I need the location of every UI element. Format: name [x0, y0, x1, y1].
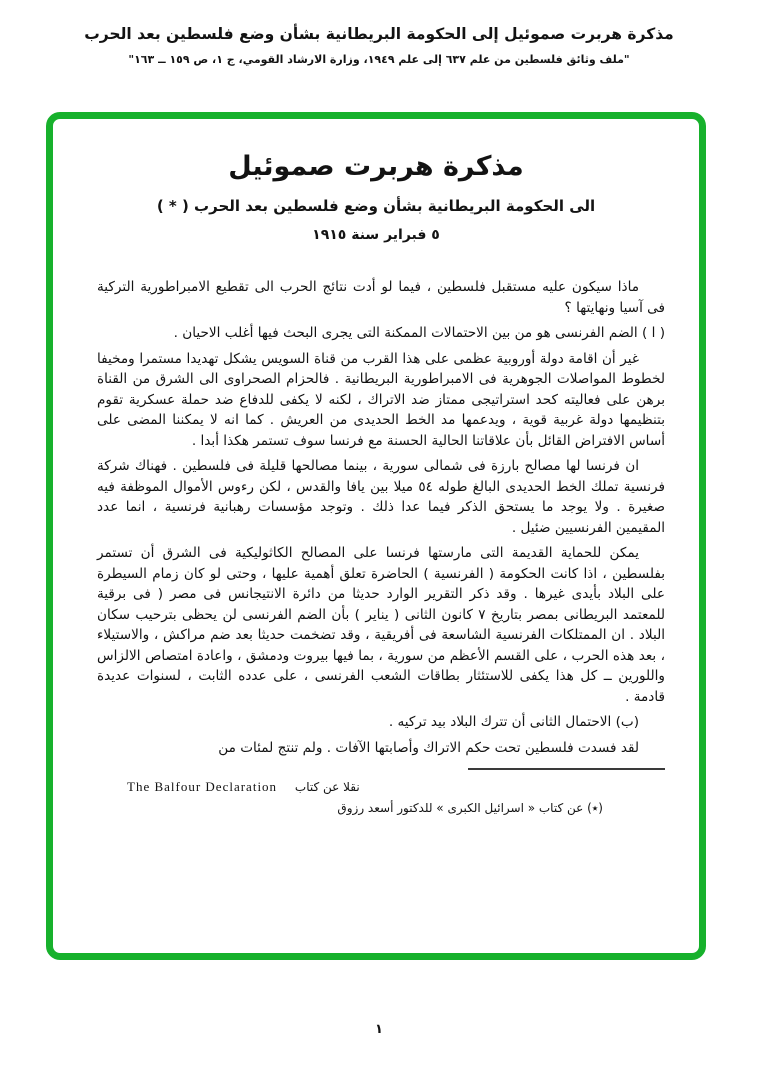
header-source-citation: "ملف وثائق فلسطين من علم ٦٣٧ إلى علم ١٩٤٩، وزارة الارشاد القومي، ج ١، ص ١٥٩ ــ ١٦٣": [128, 52, 630, 66]
document-content: [53, 151, 699, 985]
paragraph: غير أن اقامة دولة أوروبية عظمى على هذا القرب من قناة السويس يشكل تهديدا مستمرا ومخيفا لخطوط المواصلات الجوهرية فى الامبراطورية البريطانية . فالحزام الصحراوى الى الشرق من القناة برهن على فعاليته كحد استراتيجى ممتاز ضد الاتراك ، لكنه لا يكفى للدفاع ضد حملة عسكرية تقوم بتنظيمها دولة غربية قوية ، ويدعمها مد الخط الحديدى من العريش . كما انه لا يمكننا المضى على أساس الافتراض القائل بأن علاقاتنا الحالية الحسنة مع فرنسا سوف تستمر هكذا أبدا .: [97, 350, 665, 449]
page-header: [0, 24, 758, 67]
document-body: [97, 277, 665, 758]
footnote-note: (٭) عن كتاب « اسرائيل الكبرى » للدكتور أسعد رزوق: [337, 801, 603, 816]
document-date: ٥ فبراير سنة ١٩١٥: [312, 227, 440, 244]
paragraph-item-a: ( ا ) الضم الفرنسى هو من بين الاحتمالات الممكنة التى يجرى البحث فيها أغلب الاحيان .: [173, 325, 665, 342]
document-subtitle: الى الحكومة البريطانية بشأن وضع فلسطين بعد الحرب ( * ): [156, 197, 596, 216]
footnote-source-title-latin: The Balfour Declaration: [127, 779, 278, 795]
footnote-source: [127, 779, 665, 795]
paragraph: ان فرنسا لها مصالح بارزة فى شمالى سورية ، بينما مصالحها قليلة فى فلسطين . فهناك شركة فرنسية تملك الخط الحديدى البالغ طوله ٥٤ ميلا بين يافا والقدس ، لكن رءوس الأموال الموظفة فيه صغيرة . ولا يوجد ما يستحق الذكر فيما عدا ذلك . وتوجد مؤسسات رهبانية فرنسية ، انما عدد المقيمين الفرنسيين ضئيل .: [97, 458, 665, 536]
header-title: مذكرة هربرت صموئيل إلى الحكومة البريطانية بشأن وضع فلسطين بعد الحرب: [84, 25, 674, 43]
page-number: ١: [375, 1022, 383, 1037]
document-frame: [46, 112, 706, 960]
paragraph-item-b: (ب) الاحتمال الثانى أن تترك البلاد بيد تركيه .: [388, 714, 639, 731]
paragraph: ماذا سيكون عليه مستقبل فلسطين ، فيما لو أدت نتائج الحرب الى تقطيع الامبراطورية التركية فى آسيا ونهايتها ؟: [97, 279, 665, 316]
paragraph: يمكن للحماية القديمة التى مارستها فرنسا على المصالح الكاثوليكية فى الشرق أن تستمر بفلسطين ، اذا كانت الحكومة ( الفرنسية ) الحاضرة تعلق أهمية عليها ، وحتى لو كان زمام السيطرة على البلاد بأيدى غيرها . وقد ذكر التقرير الوارد حديثا من دائرة الانتيجانس فى مصر ( فى برقية للمعتمد البريطانى بمصر بتاريخ ٧ كانون الثانى ( يناير ) بأن الضم الفرنسى لن يحظى بترحيب سكان البلاد . ان الممتلكات الفرنسية الشاسعة فى أفريقية ، وقد تضخمت حديثا بعد ضم مراكش ، والاستيلاء ، بعد هذه الحرب ، على القسم الأعظم من سورية ، بما فيها بيروت ودمشق ، واعادة امتصاص الالزاس واللورين ــ كل هذا يكفى للاستئثار بطاقات الشعب الفرنسى ، على عدده الثابت ، لسنوات عديدة قادمة .: [97, 545, 665, 705]
footnotes-section: [97, 768, 665, 815]
paragraph: لقد فسدت فلسطين تحت حكم الاتراك وأصابتها الآفات . ولم تنتج لمئات من: [218, 739, 639, 756]
footnote-source-label: نقلا عن كتاب: [294, 780, 360, 795]
footnote-separator: [468, 768, 665, 770]
document-title: مذكرة هربرت صموئيل: [228, 151, 524, 182]
